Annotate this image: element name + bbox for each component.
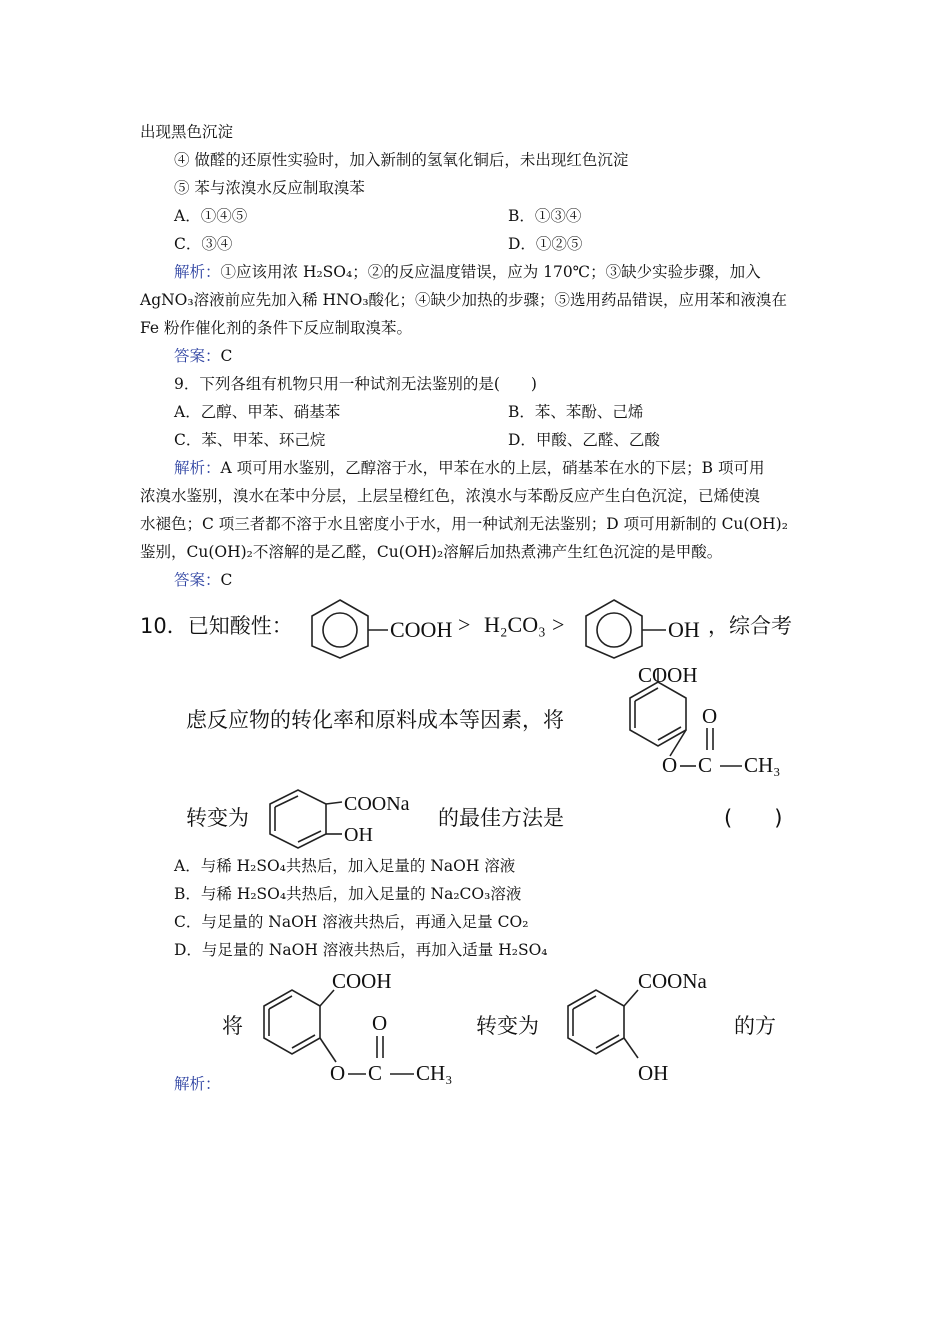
q9-analysis-line: 水褪色；C 项三者都不溶于水且密度小于水，用一种试剂无法鉴别；D 项可用新制的 Cu(OH)₂	[140, 515, 788, 533]
answer-value: C	[220, 347, 233, 365]
analysis-label: 解析：	[174, 459, 221, 477]
oh-label: OH	[638, 1061, 669, 1085]
sodium-salicylate-structure	[262, 786, 442, 856]
methyl-label: CH₃	[416, 1061, 453, 1085]
methyl-label: CH₃	[744, 753, 781, 777]
q9-analysis	[174, 458, 764, 478]
prev-item-5: ⑤ 苯与浓溴水反应制取溴苯	[174, 179, 365, 197]
prev-option-b: B．①③④	[508, 207, 582, 225]
benzoic-acid-structure	[296, 596, 456, 660]
q10-line3b: 的最佳方法是	[438, 806, 564, 830]
h2co3-label: H₂CO₃	[484, 612, 546, 637]
prev-line: 出现黑色沉淀	[140, 123, 234, 141]
prev-option-a: A．①④⑤	[174, 207, 248, 225]
q10-tail: ，综合考	[708, 614, 792, 638]
q10-line3a: 转变为	[186, 806, 249, 830]
q10-option-a: A．与稀 H₂SO₄共热后，加入足量的 NaOH 溶液	[174, 857, 516, 875]
q10-option-d: D．与足量的 NaOH 溶液共热后，再加入适量 H₂SO₄	[174, 941, 548, 959]
prev-analysis-line: Fe 粉作催化剂的条件下反应制取溴苯。	[140, 319, 413, 337]
carbonyl-carbon: C	[368, 1061, 383, 1085]
coona-label: COONa	[638, 969, 707, 993]
q9-option-d: D．甲酸、乙醛、乙酸	[508, 431, 660, 449]
answer-value: C	[220, 571, 233, 589]
cooh-label: COOH	[332, 969, 392, 993]
oh-label: OH	[668, 617, 700, 642]
analysis-label: 解析：	[174, 263, 221, 281]
greater-than: >	[458, 612, 471, 637]
phenol-structure	[580, 596, 710, 660]
greater-than: >	[552, 612, 565, 637]
q9-option-c: C．苯、甲苯、环己烷	[174, 431, 326, 449]
prev-option-c: C．③④	[174, 235, 233, 253]
q9-answer	[174, 570, 232, 590]
q10-paren: ( )	[724, 806, 783, 830]
ana-zhuan: 转变为	[476, 1014, 539, 1038]
q10-lead: 10．已知酸性：	[140, 614, 293, 638]
q9-option-b: B．苯、苯酚、己烯	[508, 403, 644, 421]
q10-option-c: C．与足量的 NaOH 溶液共热后，再通入足量 CO₂	[174, 913, 529, 931]
ana-de: 的方	[734, 1014, 776, 1038]
ester-oxygen: O	[330, 1061, 346, 1085]
cooh-label: COOH	[638, 663, 698, 687]
analysis-text: A 项可用水鉴别，乙醇溶于水，甲苯在水的上层，硝基苯在水的下层；B 项可用	[220, 459, 765, 477]
analysis-text: ①应该用浓 H₂SO₄；②的反应温度错误，应为 170℃；③缺少实验步骤，加入	[220, 263, 761, 281]
answer-label: 答案：	[174, 347, 221, 365]
carbonyl-oxygen: O	[702, 704, 718, 728]
q10-line2: 虑反应物的转化率和原料成本等因素，将	[186, 708, 564, 732]
carbonyl-oxygen: O	[372, 1011, 388, 1035]
prev-analysis	[174, 262, 761, 282]
q9-stem: 9．下列各组有机物只用一种试剂无法鉴别的是( )	[174, 375, 537, 393]
prev-answer	[174, 346, 232, 366]
q9-analysis-line: 浓溴水鉴别，溴水在苯中分层，上层呈橙红色，浓溴水与苯酚反应产生白色沉淀，已烯使溴	[140, 487, 761, 505]
answer-label: 答案：	[174, 571, 221, 589]
q9-option-a: A．乙醇、甲苯、硝基苯	[174, 403, 341, 421]
prev-analysis-line: AgNO₃溶液前应先加入稀 HNO₃酸化；④缺少加热的步骤；⑤选用药品错误，应用苯和液溴在	[140, 291, 788, 309]
sodium-salicylate-structure	[560, 962, 740, 1090]
cooh-label: COOH	[390, 617, 453, 642]
aspirin-structure	[588, 660, 788, 780]
q10-option-b: B．与稀 H₂SO₄共热后，加入足量的 Na₂CO₃溶液	[174, 885, 522, 903]
aspirin-structure	[250, 962, 470, 1090]
carbonyl-carbon: C	[698, 753, 713, 777]
prev-option-d: D．①②⑤	[508, 235, 583, 253]
q9-analysis-line: 鉴别，Cu(OH)₂不溶解的是乙醛，Cu(OH)₂溶解后加热煮沸产生红色沉淀的是甲酸。	[140, 543, 723, 561]
ester-oxygen: O	[662, 753, 678, 777]
ana-jiang: 将	[222, 1014, 243, 1038]
coona-label: COONa	[344, 793, 410, 815]
q10-analysis-label: 解析：	[174, 1075, 221, 1093]
prev-item-4: ④ 做醛的还原性实验时，加入新制的氢氧化铜后，未出现红色沉淀	[174, 151, 629, 169]
oh-label: OH	[344, 824, 373, 846]
